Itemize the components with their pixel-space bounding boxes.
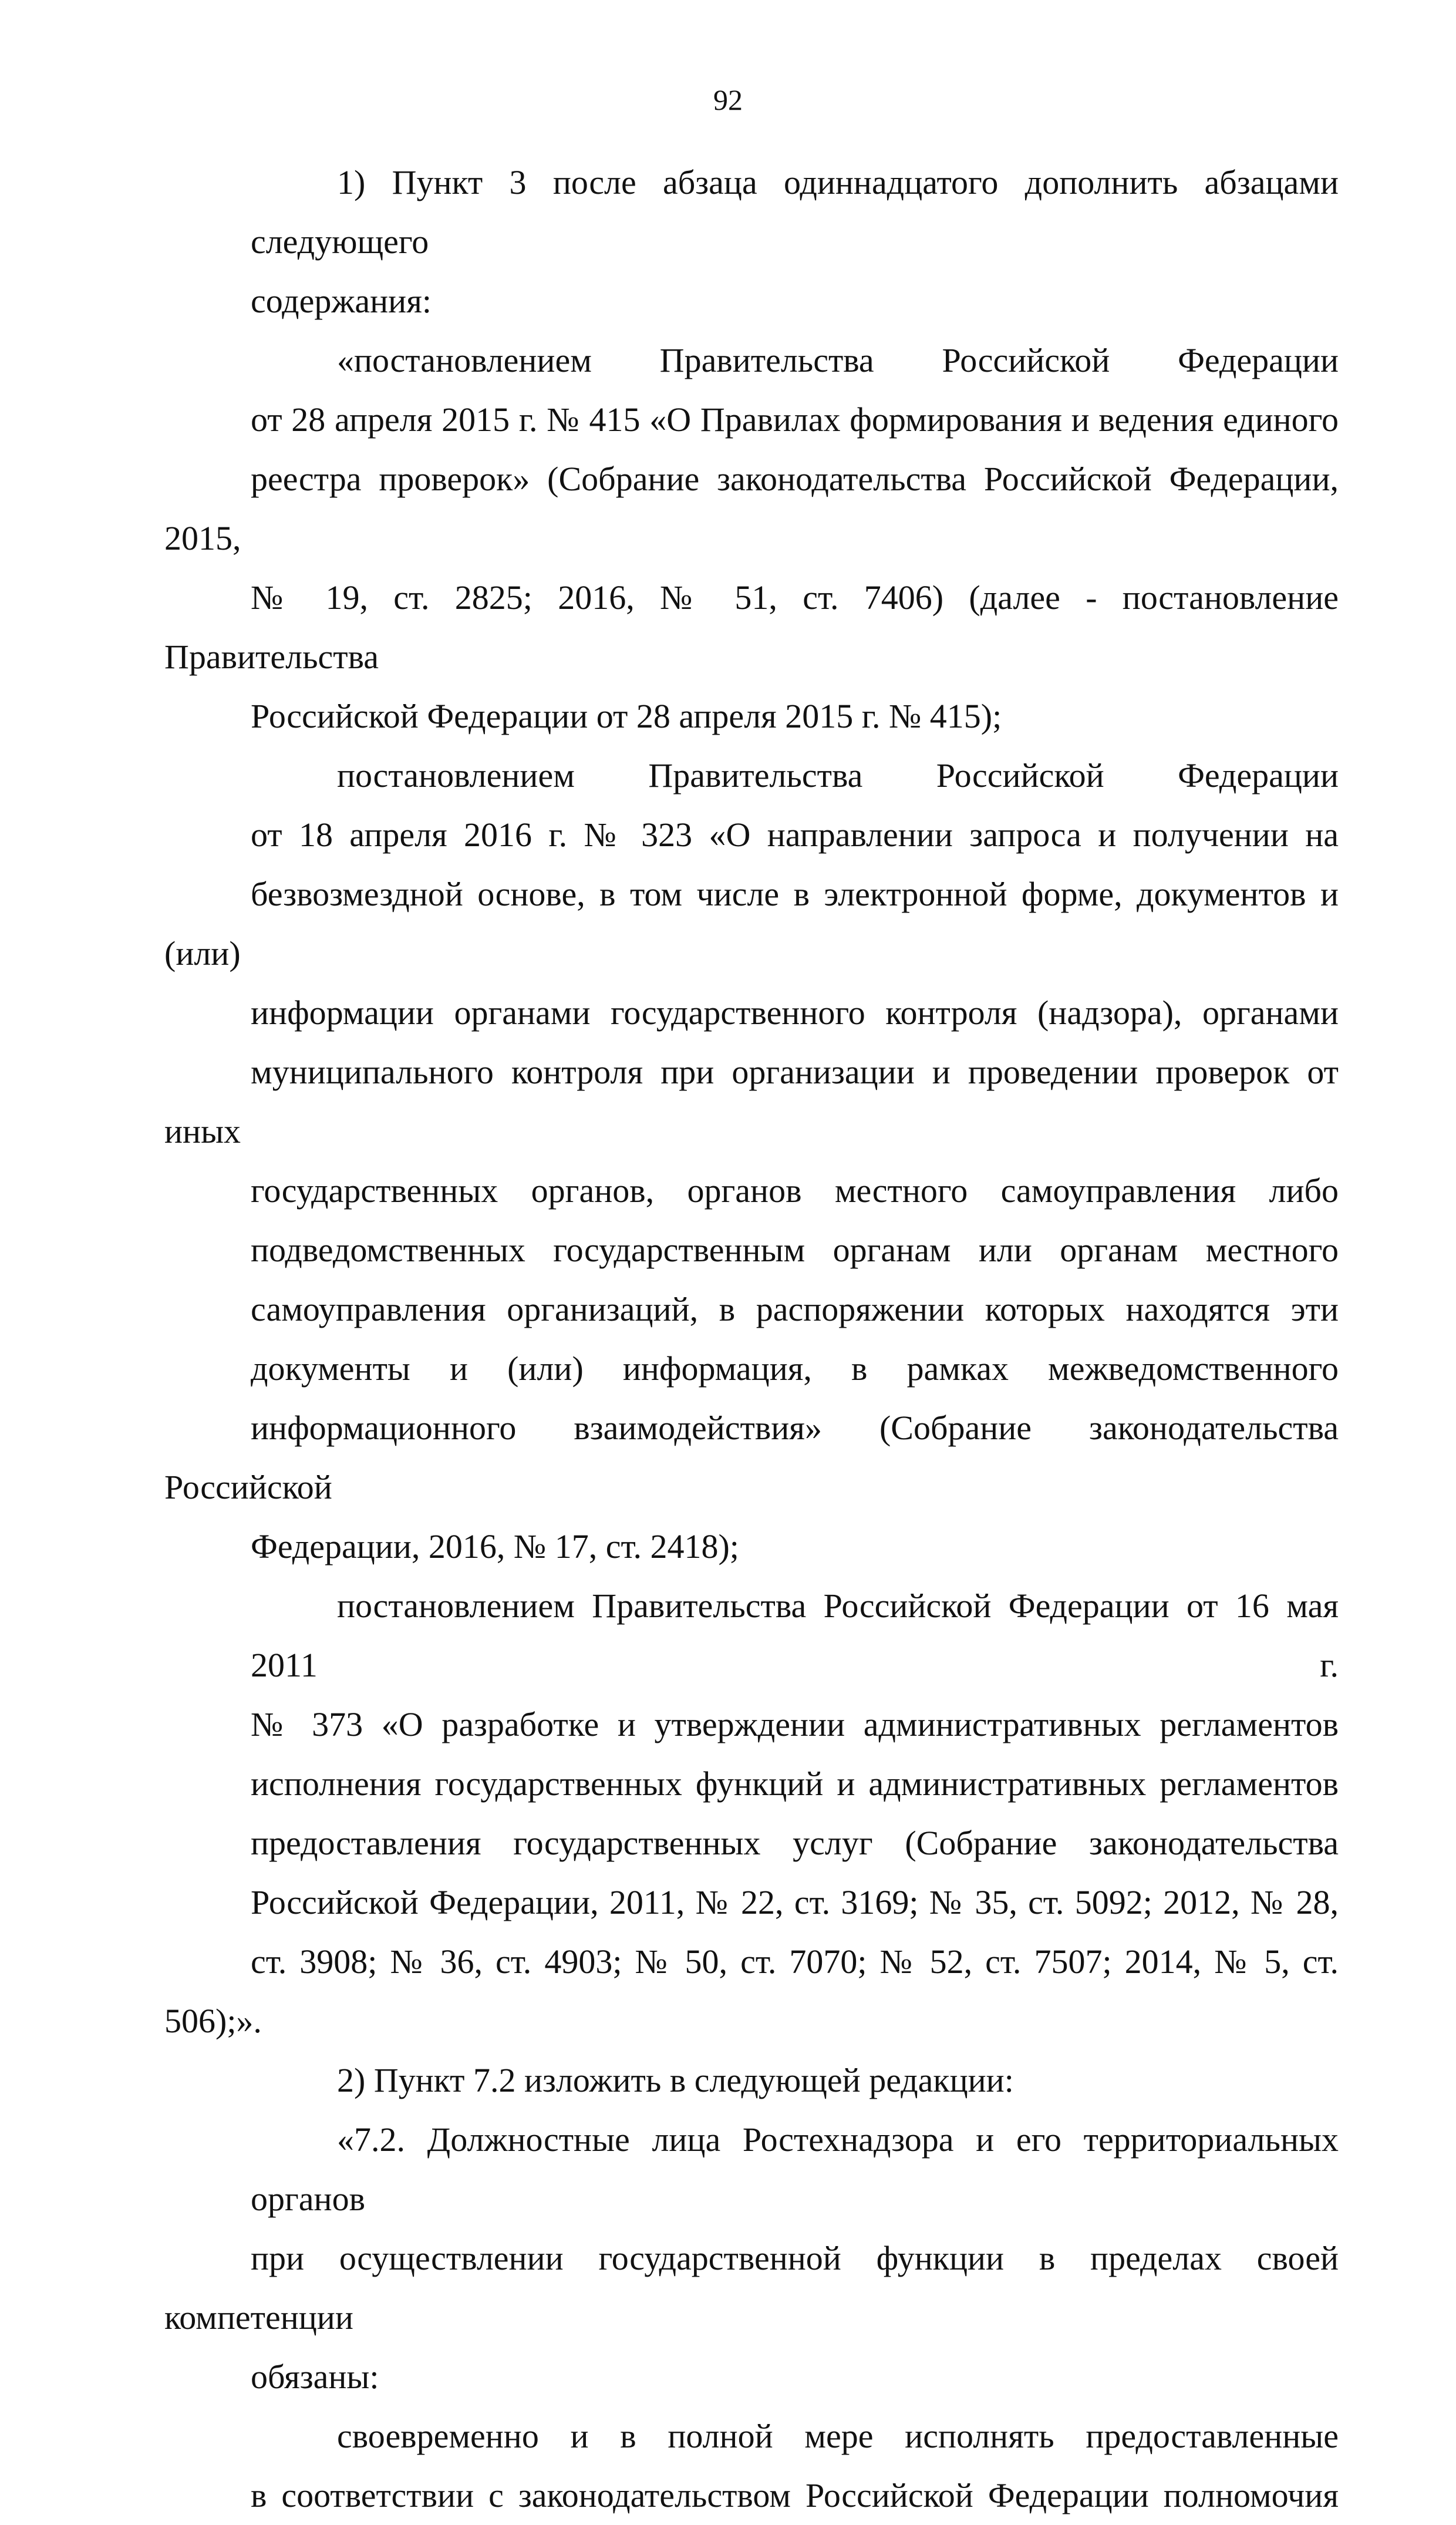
text-line: подведомственных государственным органам или органам местного bbox=[251, 1231, 1339, 1269]
text-line: от 28 апреля 2015 г. № 415 «О Правилах формирования и ведения единого bbox=[251, 400, 1339, 439]
text-line: «7.2. Должностные лица Ростехнадзора и его территориальных органов bbox=[251, 2120, 1339, 2218]
text-line: № 19, ст. 2825; 2016, № 51, ст. 7406) (далее - постановление Правительства bbox=[164, 578, 1339, 676]
text-line: 2) Пункт 7.2 изложить в следующей редакции: bbox=[337, 2061, 1014, 2099]
text-line: муниципального контроля при организации и проведении проверок от иных bbox=[164, 1053, 1339, 1150]
paragraph-2 bbox=[164, 331, 1339, 746]
paragraph-1 bbox=[164, 153, 1339, 331]
paragraph-6 bbox=[164, 2110, 1339, 2406]
text-line: документы и (или) информация, в рамках межведомственного bbox=[251, 1349, 1339, 1388]
text-line: в соответствии с законодательством Российской Федерации полномочия bbox=[251, 2476, 1339, 2514]
text-line: при осуществлении государственной функции в пределах своей компетенции bbox=[164, 2239, 1339, 2337]
text-line: Федерации, 2016, № 17, ст. 2418); bbox=[251, 1527, 739, 1566]
text-line: содержания: bbox=[251, 282, 432, 320]
text-line: самоуправления организаций, в распоряжении которых находятся эти bbox=[251, 1290, 1339, 1328]
text-line: Российской Федерации от 28 апреля 2015 г. № 415); bbox=[251, 697, 1002, 735]
text-line: реестра проверок» (Собрание законодательства Российской Федерации, 2015, bbox=[164, 460, 1339, 557]
text-line: постановлением Правительства Российской Федерации от 16 мая 2011 г. bbox=[251, 1587, 1339, 1684]
page-number: 92 bbox=[713, 83, 743, 116]
text-line: Российской Федерации, 2011, № 22, ст. 3169; № 35, ст. 5092; 2012, № 28, bbox=[251, 1883, 1339, 1921]
text-line: ст. 3908; № 36, ст. 4903; № 50, ст. 7070; № 52, ст. 7507; 2014, № 5, ст. 506);». bbox=[164, 1942, 1339, 2040]
text-line: «постановлением Правительства Российской Федерации bbox=[337, 341, 1339, 379]
text-line: своевременно и в полной мере исполнять предоставленные bbox=[337, 2417, 1339, 2455]
text-line: информационного взаимодействия» (Собрание законодательства Российской bbox=[164, 1409, 1339, 1506]
text-line: обязаны: bbox=[251, 2358, 379, 2396]
text-line: 1) Пункт 3 после абзаца одиннадцатого дополнить абзацами следующего bbox=[251, 163, 1339, 261]
document-body bbox=[164, 153, 1339, 2525]
text-line: постановлением Правительства Российской Федерации bbox=[337, 756, 1339, 794]
text-line: безвозмездной основе, в том числе в электронной форме, документов и (или) bbox=[164, 875, 1339, 972]
text-line: информации органами государственного контроля (надзора), органами bbox=[251, 994, 1339, 1032]
paragraph-3 bbox=[164, 746, 1339, 1576]
text-line: государственных органов, органов местного самоуправления либо bbox=[251, 1171, 1339, 1210]
paragraph-5 bbox=[164, 2051, 1339, 2110]
paragraph-4 bbox=[164, 1576, 1339, 2051]
text-line: предоставления государственных услуг (Собрание законодательства bbox=[251, 1824, 1339, 1862]
paragraph-7 bbox=[164, 2406, 1339, 2525]
text-line: № 373 «О разработке и утверждении административных регламентов bbox=[251, 1705, 1339, 1743]
text-line: от 18 апреля 2016 г. № 323 «О направлении запроса и получении на bbox=[251, 816, 1339, 854]
text-line: исполнения государственных функций и административных регламентов bbox=[251, 1765, 1339, 1803]
